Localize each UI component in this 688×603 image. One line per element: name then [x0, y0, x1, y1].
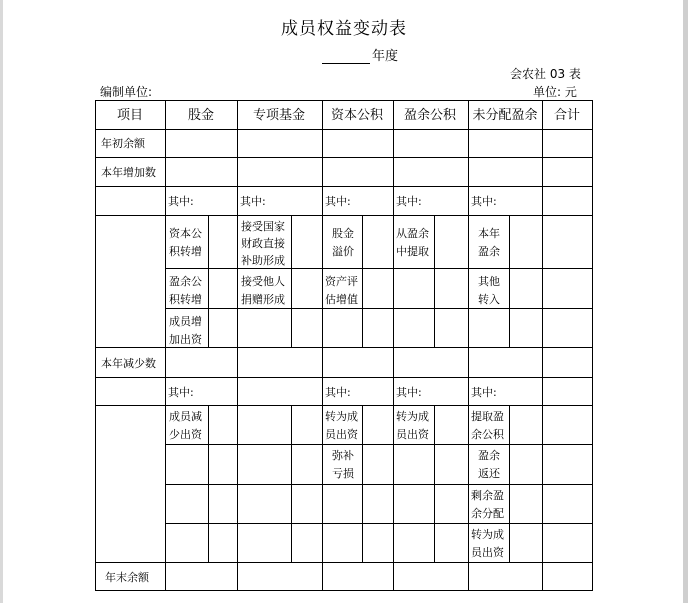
year-blank-line[interactable]	[322, 50, 370, 64]
item-remaining-distribution-2: 余分配	[471, 507, 504, 520]
item-member-withdraw-2: 少出资	[169, 428, 202, 441]
of-which-special: 其中:	[240, 195, 266, 208]
of-which-undistributed: 其中:	[471, 195, 497, 208]
item-gov-subsidy-2: 财政直接	[241, 237, 285, 250]
header-surplus-reserve: 盈余公积	[403, 108, 457, 123]
row-opening-balance: 年初余额	[101, 137, 145, 150]
row-increase: 本年增加数	[101, 166, 156, 179]
item-capital-to-member-1: 转为成	[325, 410, 358, 423]
item-donation-1: 接受他人	[241, 275, 285, 288]
item-undistributed-to-member-2: 员出资	[471, 546, 504, 559]
unit-org-label: 编制单位:	[100, 85, 153, 99]
item-offset-loss-1: 弥补	[332, 449, 354, 462]
item-offset-loss-2: 亏损	[332, 467, 354, 480]
of-which-capital: 其中:	[325, 195, 351, 208]
header-total: 合计	[553, 108, 581, 123]
header-special-fund: 专项基金	[252, 108, 306, 123]
item-extract-reserve-1: 提取盈	[471, 410, 504, 423]
item-gov-subsidy-1: 接受国家	[241, 220, 285, 233]
item-gov-subsidy-3: 补助形成	[241, 254, 285, 267]
form-code: 会农社 03 表	[510, 67, 581, 81]
item-undistributed-to-member-1: 转为成	[471, 528, 504, 541]
item-member-contribution-1: 成员增	[169, 315, 202, 328]
item-other-transfer-in-1: 其他	[478, 275, 500, 288]
page-right-edge	[683, 0, 688, 603]
item-surplus-reserve-transfer-1: 盈余公	[169, 275, 202, 288]
item-donation-2: 捐赠形成	[241, 293, 285, 306]
year-field	[322, 45, 398, 64]
header-undistributed-surplus: 未分配盈余	[472, 108, 538, 123]
header-capital-reserve: 资本公积	[330, 108, 384, 123]
year-label: 年度	[372, 49, 399, 64]
item-from-surplus-1: 从盈余	[396, 227, 429, 240]
page-left-edge	[0, 0, 3, 603]
equity-change-table	[95, 100, 595, 592]
item-member-contribution-2: 加出资	[169, 333, 202, 346]
header-item: 项目	[116, 108, 144, 123]
page-title: 成员权益变动表	[281, 19, 407, 39]
item-current-surplus-1: 本年	[478, 227, 500, 240]
item-capital-reserve-transfer-2: 积转增	[169, 245, 202, 258]
row-closing-balance: 年末余额	[105, 571, 149, 584]
item-surplus-reserve-transfer-2: 积转增	[169, 293, 202, 306]
item-share-premium-2: 溢价	[332, 245, 354, 258]
of-which-share: 其中:	[168, 195, 194, 208]
of-which-surplus-dec: 其中:	[396, 386, 422, 399]
item-surplus-to-member-1: 转为成	[396, 410, 429, 423]
of-which-capital-dec: 其中:	[325, 386, 351, 399]
of-which-surplus: 其中:	[396, 195, 422, 208]
of-which-undistributed-dec: 其中:	[471, 386, 497, 399]
item-capital-to-member-2: 员出资	[325, 428, 358, 441]
item-from-surplus-2: 中提取	[396, 245, 429, 258]
of-which-share-dec: 其中:	[168, 386, 194, 399]
item-remaining-distribution-1: 剩余盈	[471, 489, 504, 502]
item-member-withdraw-1: 成员减	[169, 410, 202, 423]
item-capital-reserve-transfer-1: 资本公	[169, 227, 202, 240]
item-surplus-to-member-2: 员出资	[396, 428, 429, 441]
item-other-transfer-in-2: 转入	[478, 293, 500, 306]
item-share-premium-1: 股金	[332, 227, 354, 240]
item-asset-revaluation-2: 估增值	[325, 293, 358, 306]
row-decrease: 本年减少数	[101, 357, 156, 370]
item-surplus-return-1: 盈余	[478, 449, 500, 462]
item-current-surplus-2: 盈余	[478, 245, 500, 258]
item-asset-revaluation-1: 资产评	[325, 275, 358, 288]
unit-currency-label: 单位: 元	[533, 85, 577, 99]
header-share-capital: 股金	[187, 108, 215, 123]
item-extract-reserve-2: 余公积	[471, 428, 504, 441]
item-surplus-return-2: 返还	[478, 467, 500, 480]
